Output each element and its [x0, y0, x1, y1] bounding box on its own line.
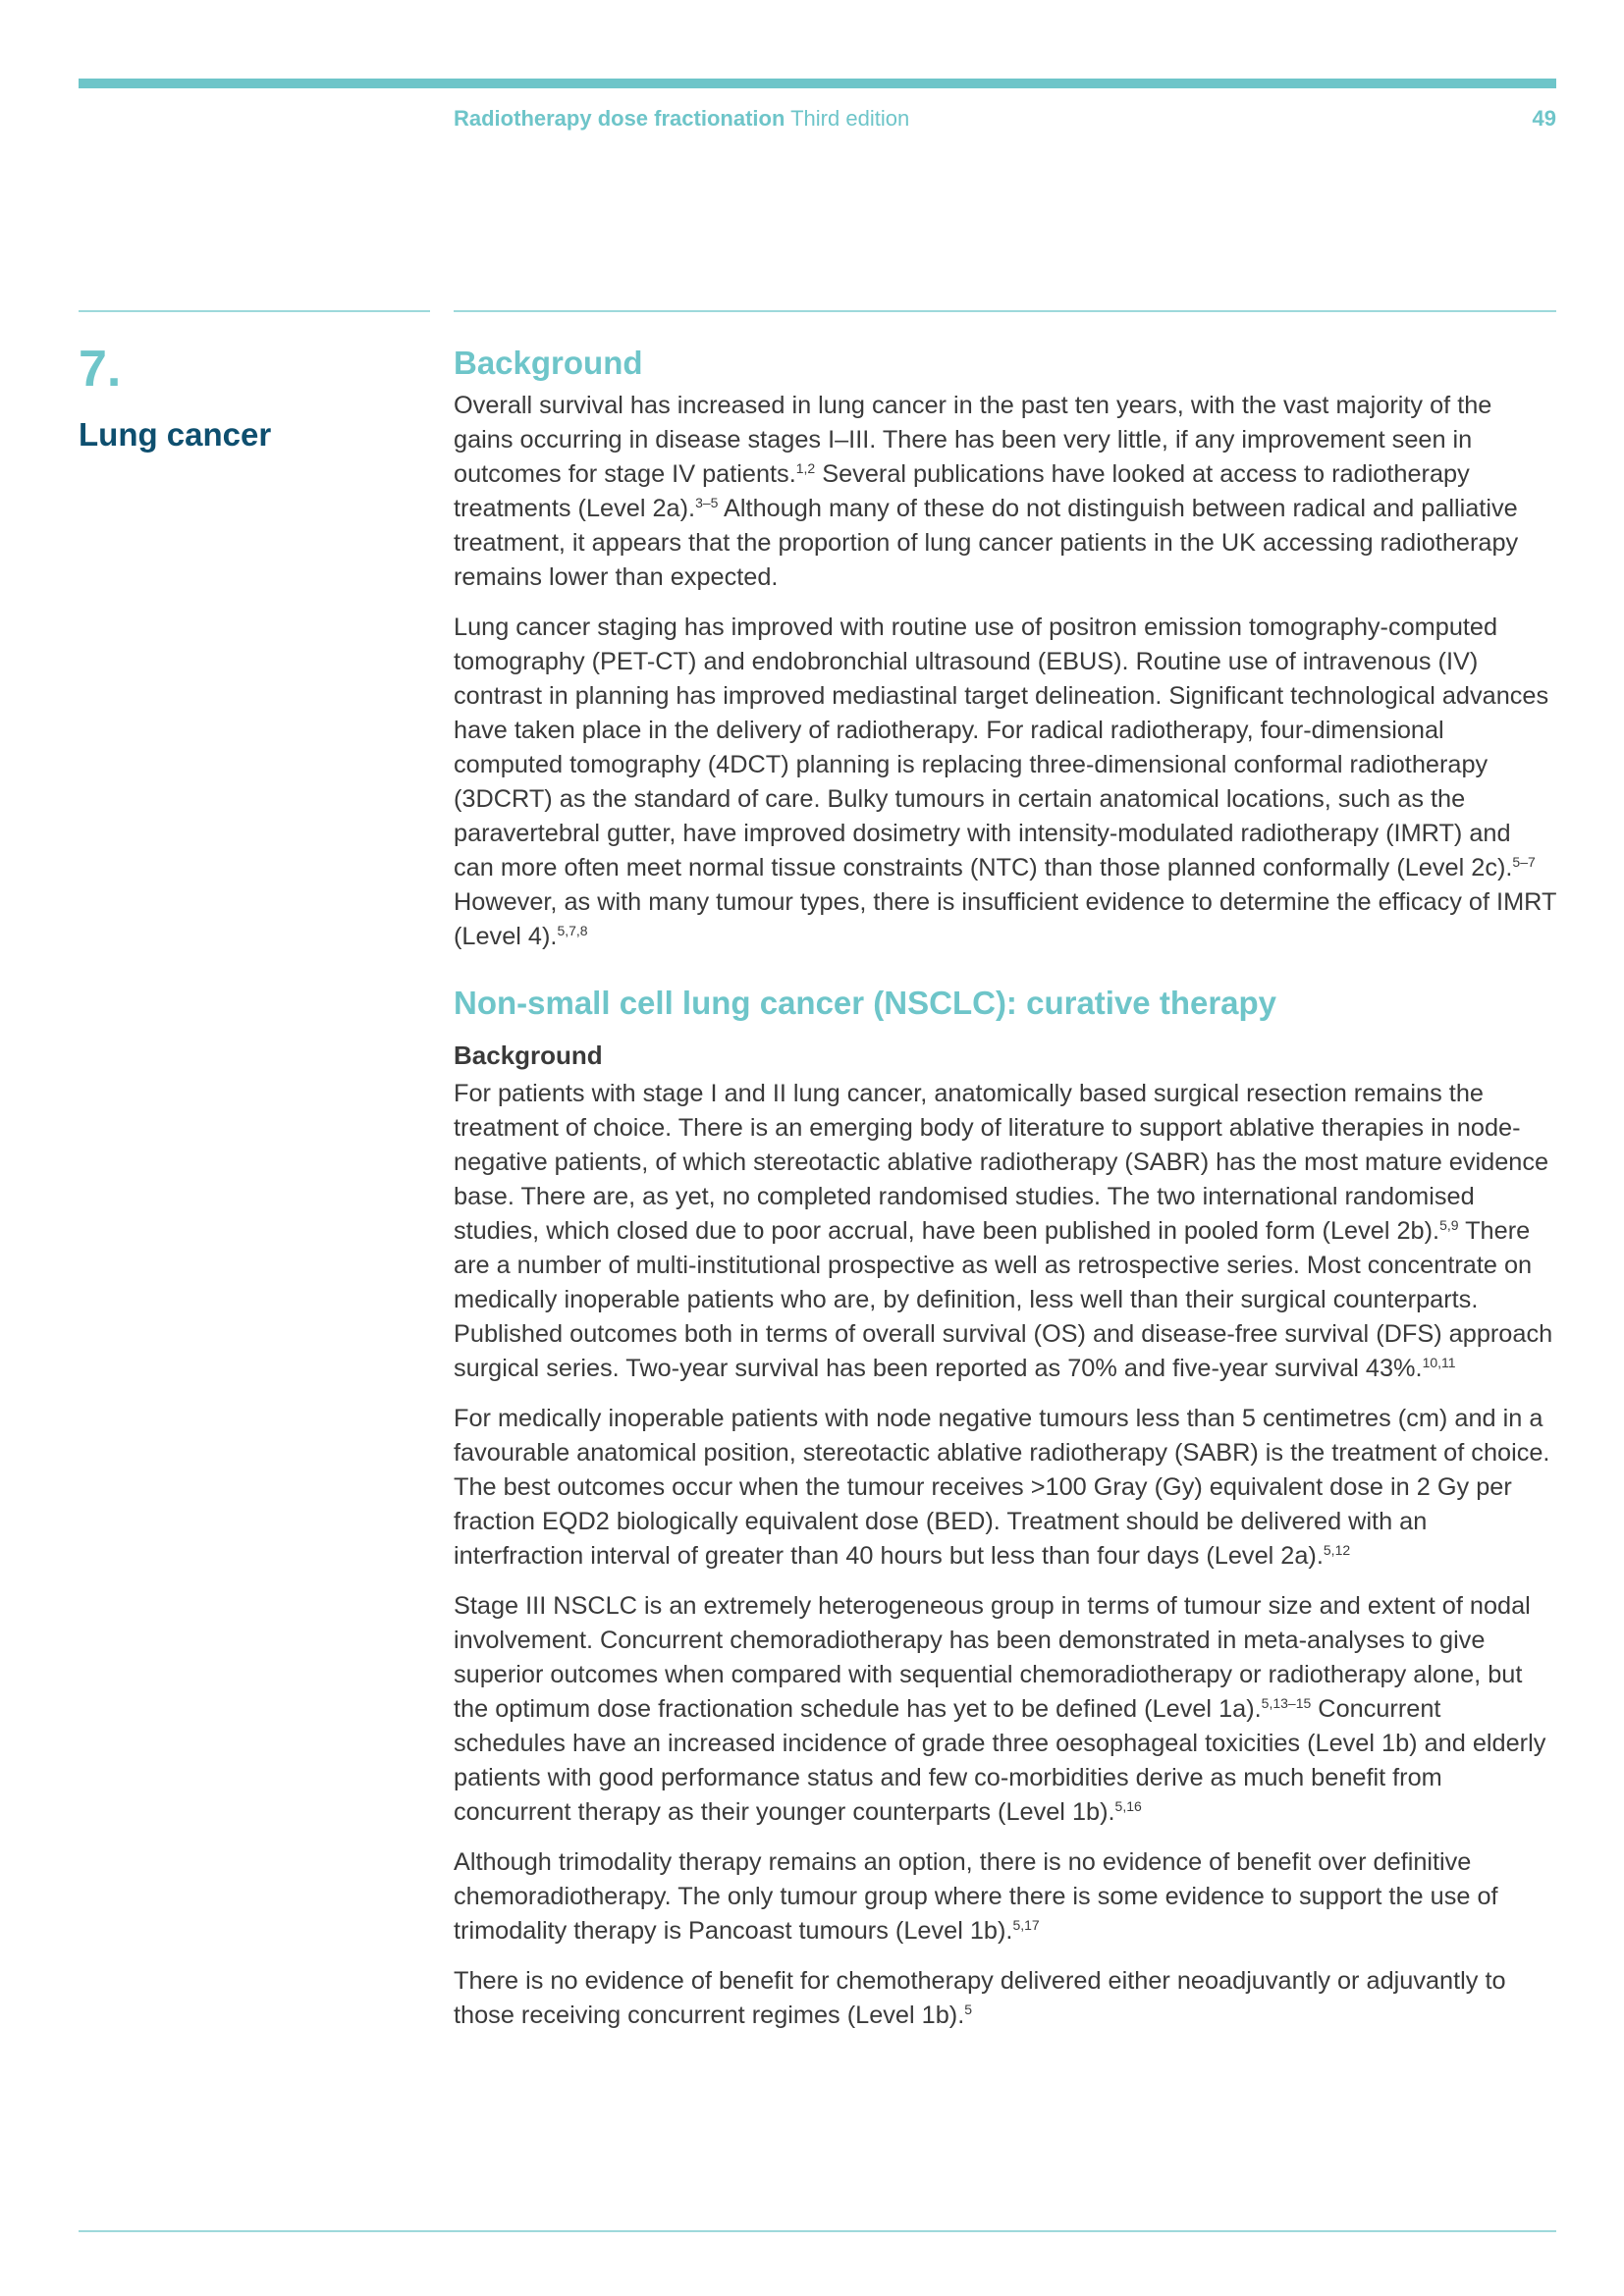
publication-title: Radiotherapy dose fractionation: [454, 106, 785, 131]
paragraph: For patients with stage I and II lung cancer, anatomically based surgical resection remains the treatment of choice. There is an emerging body of literature to support ablative therapies in node-negative patients, of which stereotactic ablative radiotherapy (SABR) has the most mature evidence base. There are, as yet, no completed randomised studies. The two international randomised studies, which closed due to poor accrual, have been published in pooled form (Level 2b).$^{5,9}$ There are a number of multi-institutional prospective as well as retrospective series. Most concentrate on medically inoperable patients who are, by definition, less well than their surgical counterparts. Published outcomes both in terms of overall survival (OS) and disease-free survival (DFS) approach surgical series. Two-year survival has been reported as 70% and five-year survival 43%.$^{10,11}$: [454, 1079, 1553, 1382]
citation: 5,13–15: [1261, 1694, 1312, 1711]
paragraph: Stage III NSCLC is an extremely heterogeneous group in terms of tumour size and extent of nodal involvement. Concurrent chemoradiotherapy has been demonstrated in meta-analyses to give superior outcomes when compared with sequential chemoradiotherapy or radiotherapy alone, but the optimum dose fractionation schedule has yet to be defined (Level 1a).$^{5,13-15}$ Concurrent schedules have an increased incidence of grade three oesophageal toxicities (Level 1b) and elderly patients with good performance status and few co-morbidities derive as much benefit from concurrent therapy as their younger counterparts (Level 1b).$^{5,16}$: [454, 1591, 1546, 1826]
citation: 5,7,8: [557, 922, 588, 938]
chapter-divider-left: [79, 310, 430, 312]
section-heading-nsclc: Non-small cell lung cancer (NSCLC): curative therapy: [454, 984, 1277, 1021]
citation: 5,9: [1439, 1216, 1459, 1233]
paragraph: For medically inoperable patients with node negative tumours less than 5 centimetres (cm) and in a favourable anatomical position, stereotactic ablative radiotherapy (SABR) is the treatment of choice. The best outcomes occur when the tumour receives >100 Gray (Gy) equivalent dose in 2 Gy per fraction EQD2 biologically equivalent dose (BED). Treatment should be delivered with an interfraction interval of greater than 40 hours but less than four days (Level 2a).$^{5,12}$: [454, 1404, 1550, 1570]
paragraph: There is no evidence of benefit for chemotherapy delivered either neoadjuvantly or adjuvantly to those receiving concurrent regimes (Level 1b).$^5$: [454, 1966, 1506, 2029]
page-number: 49: [1532, 106, 1556, 131]
citation: 5,17: [1012, 1916, 1040, 1933]
chapter-title: Lung cancer: [79, 416, 272, 453]
running-header: [454, 106, 909, 132]
paragraph: Overall survival has increased in lung cancer in the past ten years, with the vast majority of the gains occurring in disease stages I–III. There has been very little, if any improvement seen in outcomes for stage IV patients.$^{1,2}$ Several publications have looked at access to radiotherapy treatments (Level 2a).$^{3-5}$ Although many of these do not distinguish between radical and palliative treatment, it appears that the proportion of lung cancer patients in the UK accessing radiotherapy remains lower than expected.: [454, 391, 1519, 591]
chapter-number: 7.: [79, 341, 122, 398]
citation: 1,2: [795, 459, 816, 476]
paragraph: Although trimodality therapy remains an option, there is no evidence of benefit over definitive chemoradiotherapy. The only tumour group where there is some evidence to support the use of trimodality therapy is Pancoast tumours (Level 1b).$^{5,17}$: [454, 1847, 1498, 1945]
section-heading-background: Background: [454, 345, 643, 381]
citation: 5,16: [1114, 1797, 1142, 1814]
main-content: [454, 344, 1556, 2049]
paragraph: Lung cancer staging has improved with routine use of positron emission tomography-computed tomography (PET-CT) and endobronchial ultrasound (EBUS). Routine use of intravenous (IV) contrast in planning has improved mediastinal target delineation. Significant technological advances have taken place in the delivery of radiotherapy. For radical radiotherapy, four-dimensional computed tomography (4DCT) planning is replacing three-dimensional conformal radiotherapy (3DCRT) as the standard of care. Bulky tumours in certain anatomical locations, such as the paravertebral gutter, have improved dosimetry with intensity-modulated radiotherapy (IMRT) and can more often meet normal tissue constraints (NTC) than those planned conformally (Level 2c).$^{5-7}$ However, as with many tumour types, there is insufficient evidence to determine the efficacy of IMRT (Level 4).$^{5,7,8}$: [454, 613, 1556, 950]
citation: 5: [964, 2001, 973, 2017]
citation: 3–5: [695, 494, 719, 510]
edition-label: Third edition: [790, 106, 910, 131]
citation: 10,11: [1422, 1354, 1456, 1370]
citation: 5–7: [1512, 853, 1536, 870]
citation: 5,12: [1323, 1541, 1351, 1558]
chapter-divider-right: [454, 310, 1556, 312]
top-accent-rule: [79, 79, 1556, 88]
subheading-background: Background: [454, 1041, 603, 1071]
footer-rule: [79, 2230, 1556, 2232]
